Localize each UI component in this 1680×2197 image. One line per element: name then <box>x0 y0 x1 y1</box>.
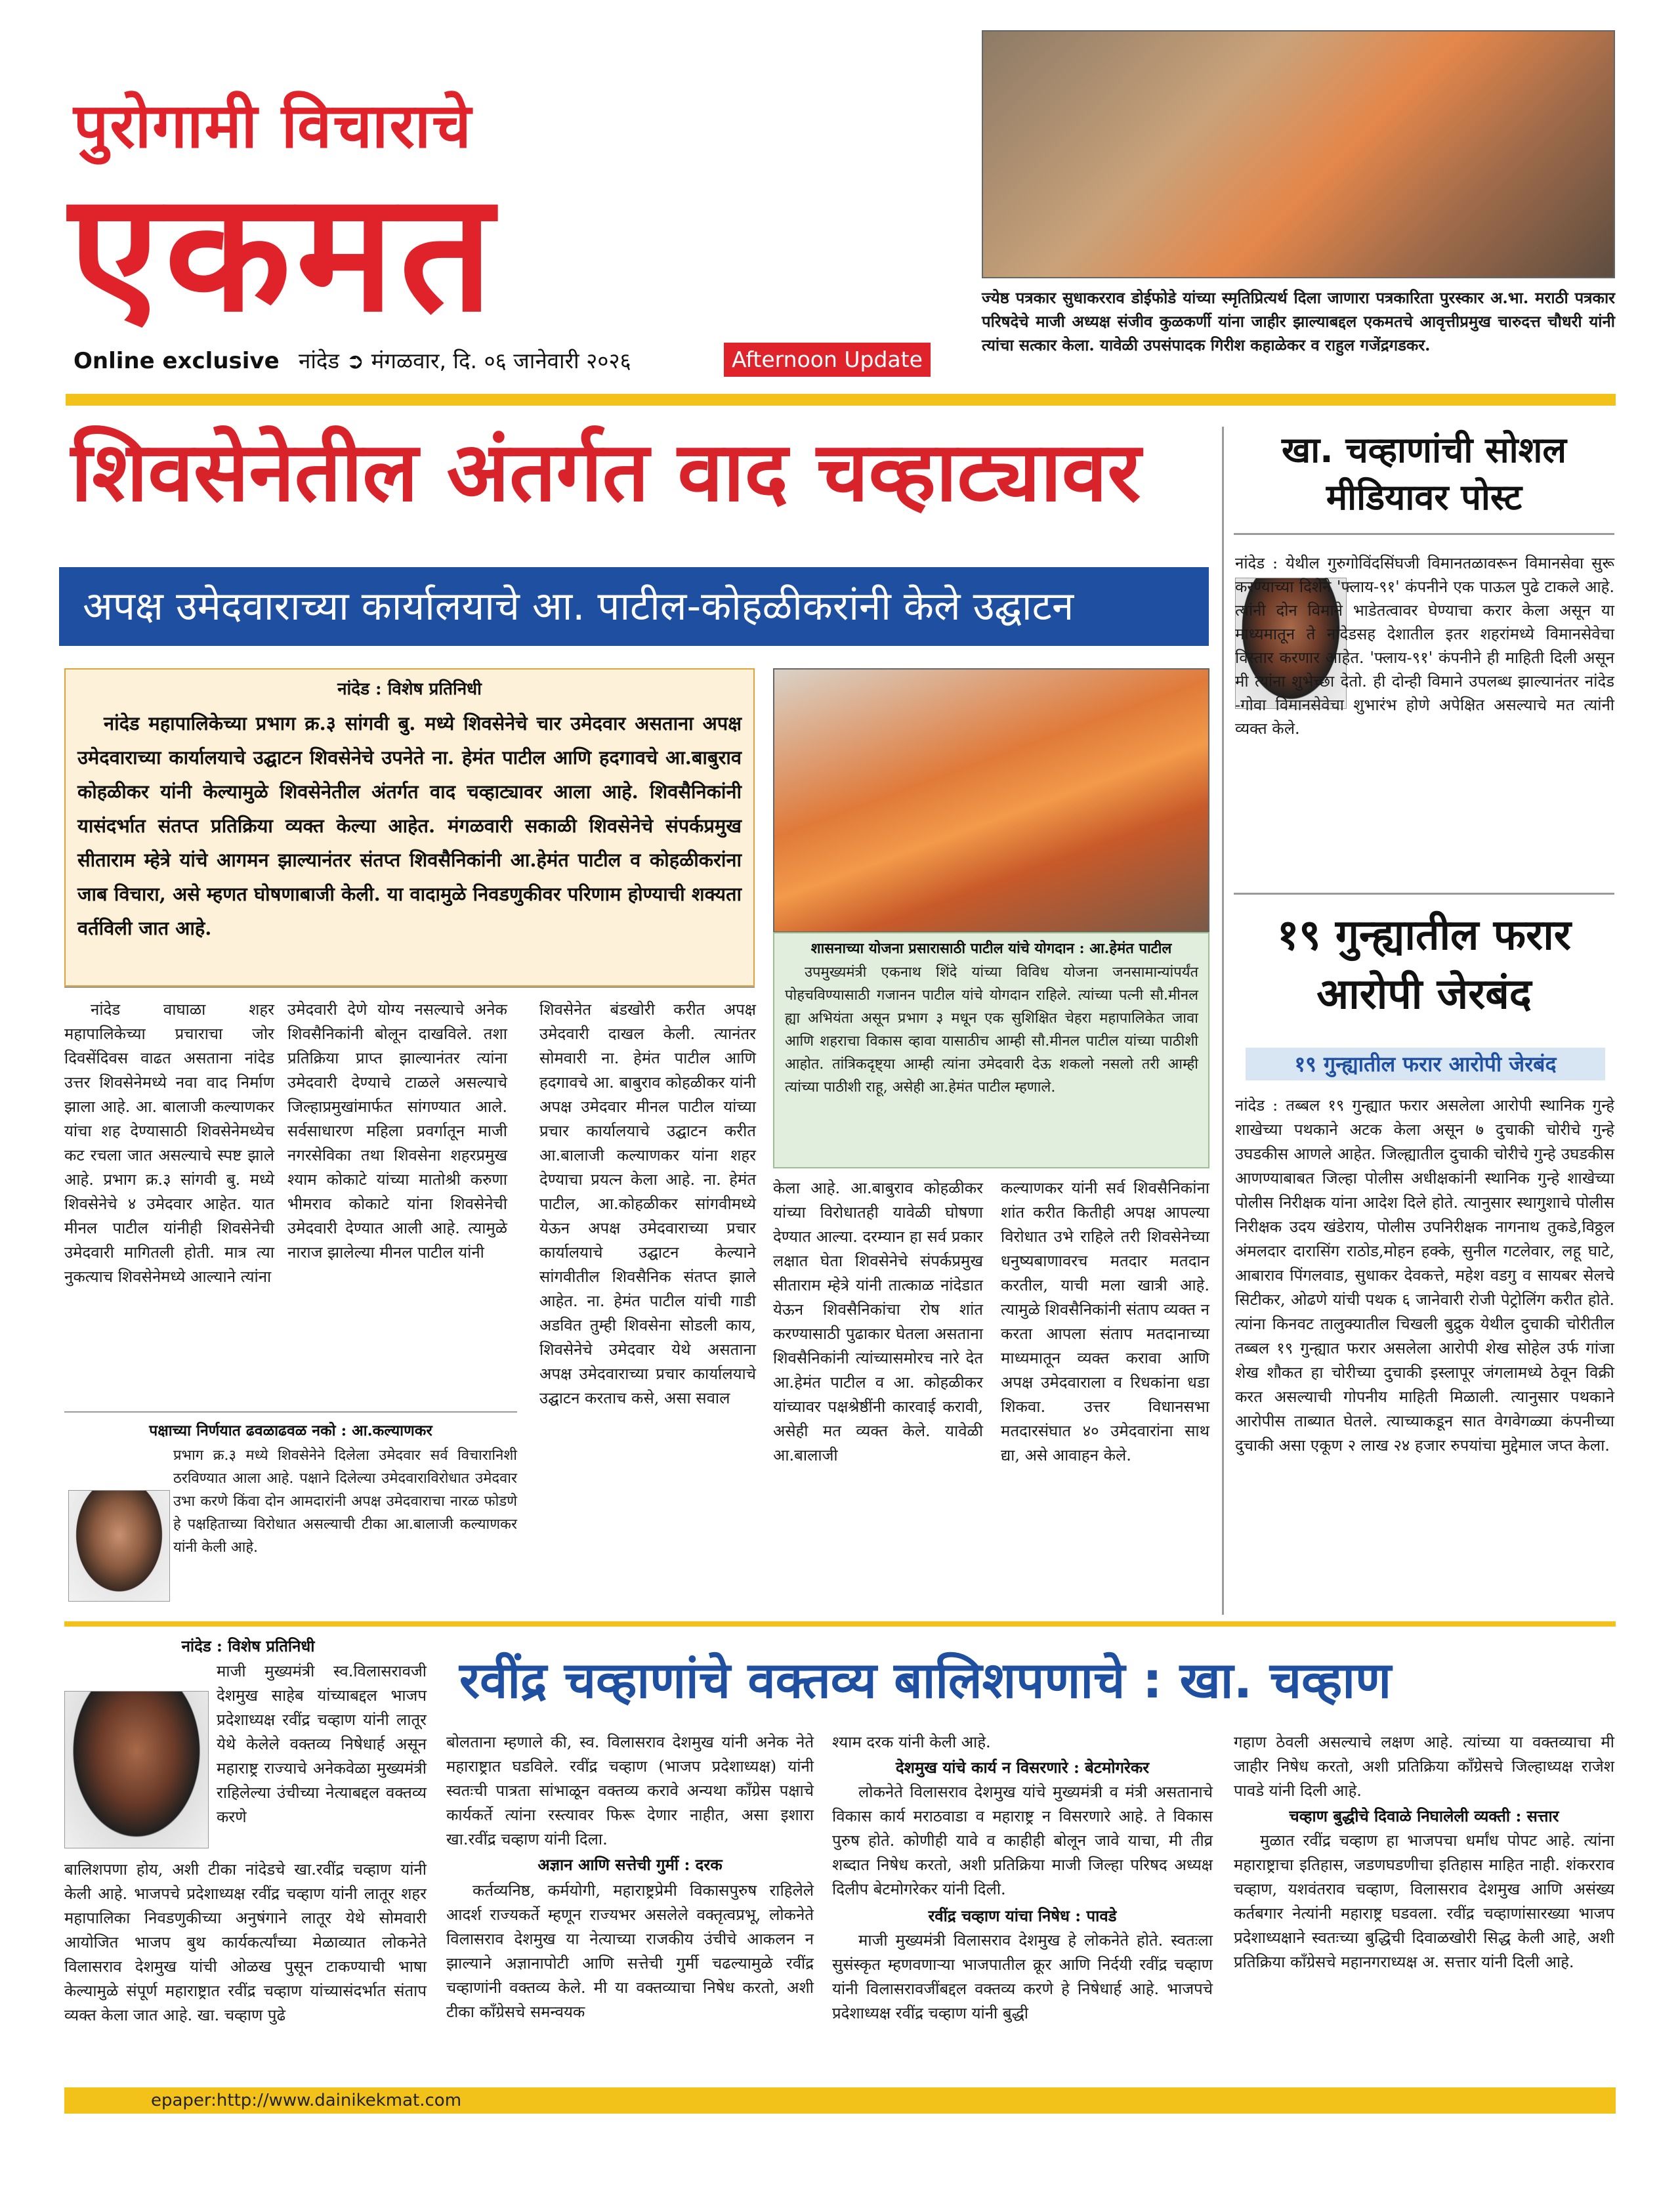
bottom-story-divider <box>64 1621 1616 1627</box>
bottom-headline: रवींद्र चव्हाणांचे वक्तव्य बालिशपणाचे : खा. चव्हाण <box>459 1651 1392 1709</box>
bottom-col1-bottom: बालिशपणा होय, अशी टीका नांदेडचे खा.रवींद्र चव्हाण यांनी केली आहे. भाजपचे प्रदेशाध्यक्ष रवींद्र चव्हाण यांनी लातूर शहर महापालिका निवडणुकीच्या अनुषंगाने लातूर येथे सोमवारी आयोजित भाजप बुथ कार्यकर्त्यांच्या मेळाव्यात लोकनेते विलासराव देशमुख यांची ओळख पुसून टाकण्याची भाषा केल्यामुळे संपूर्ण महाराष्ट्रात रवींद्र चव्हाण यांच्यासंदर्भात संताप व्यक्त केला जात आहे. खा. चव्हाण पुढे <box>64 1860 427 2024</box>
bottom-col1-top: माजी मुख्यमंत्री स्व.विलासरावजी देशमुख साहेब यांच्याबद्दल भाजप प्रदेशाध्यक्ष रवींद्र चव्हाण यांनी लातूर येथे केलेले वक्तव्य निषेधार्ह असून महाराष्ट्र राज्याचे अनेकवेळा मुख्यमंत्री राहिलेल्या उंचीच्या नेत्याबद्दल वक्तव्य करणे <box>217 1662 427 1826</box>
top-photo-caption: ज्येष्ठ पत्रकार सुधाकरराव डोईफोडे यांच्या स्मृतिप्रित्यर्थ दिला जाणारा पत्रकारिता पुरस्कार अ.भा. मराठी पत्रकार परिषदेचे माजी अध्यक्ष संजीव कुळकर्णी यांना जाहीर झाल्याबद्दल एकमतचे आवृत्तीप्रमुख चारुदत्त चौधरी यांनी त्यांचा सत्कार केला. यावेळी उपसंपादक गिरीश कहाळेकर व राहुल गजेंद्रगडकर. <box>982 288 1615 354</box>
bottom-byline: नांदेड : विशेष प्रतिनिधी <box>181 1636 315 1655</box>
deshmukh-portrait <box>64 1691 209 1848</box>
right-story-1-text: नांदेड : येथील गुरुगोविंदसिंघजी विमानतळावरून विमानसेवा सुरू करण्याच्या दिशेने 'फ्लाय-९१' कंपनीने एक पाऊल पुढे टाकले आहे. त्यांनी दोन विमाने भाडेतत्वावर घेण्याचा करार केला असून या माध्यमातून ते नांदेडसह देशातील इतर शहरांमध्ये विमानसेवेचा विस्तार करणार आहेत. 'फ्लाय-९१' कंपनीने ही माहिती दिली असून मी त्यांना शुभेच्छा देतो. ही दोन्ही विमाने उपलब्ध झाल्यानंतर नांदेड -गोवा विमानसेवेचा शुभारंभ होणे अपेक्षित असल्याचे मत त्यांनी व्यक्त केले. <box>1235 554 1614 738</box>
lead-subheadline: अपक्ष उमेदवाराच्या कार्यालयाचे आ. पाटील-कोहळीकरांनी केले उद्घाटन <box>59 567 1209 646</box>
column-divider <box>1222 427 1224 1615</box>
masthead-title: एकमत <box>69 157 499 348</box>
footer-epaper-link[interactable]: epaper:http://www.dainikekmat.com <box>151 2091 462 2110</box>
right-story-1-headline: खा. चव्हाणांची सोशल मीडियावर पोस्ट <box>1282 429 1566 518</box>
dateline: नांदेड ➲ मंगळवार, दि. ०६ जानेवारी २०२६ <box>299 348 631 373</box>
bottom-col4-a: गहाण ठेवली असल्याचे लक्षण आहे. त्यांच्या या वक्तव्याचा मी जाहीर निषेध करतो, अशी प्रतिक्रिया काँग्रेसचे जिल्हाध्यक्ष राजेश पावडे यांनी दिली आहे. <box>1234 1733 1614 1800</box>
photo-box-text: उपमुख्यमंत्री एकनाथ शिंदे यांच्या विविध योजना जनसामान्यांपर्यंत पोहचविण्यासाठी गजानन पाटील यांचे योगदान राहिले. त्यांच्या पत्नी सौ.मीनल ह्या अभियंता असून प्रभाग ३ मधून एक सुशिक्षित चेहरा महापालिकेत जावा आणि शहराचा विकास व्हावा यासाठीच आम्ही सौ.मीनल पाटील यांच्या पाठीशी आहोत. तांत्रिकदृष्ट्या आम्ही त्यांना उमेदवारी देऊ शकलो नसलो तरी आम्ही त्यांच्या पाठीशी राहू, असेही आ.हेमंत पाटील म्हणाले. <box>785 964 1198 1096</box>
lead-column-2: उमेदवारी देणे योग्य नसल्याचे अनेक शिवसैनिकांनी बोलून दाखविले. तशा प्रतिक्रिया प्राप्त झाल्यानंतर त्यांना उमेदवारी देण्याचे टाळले असल्याचे जिल्हाप्रमुखांमार्फत सांगण्यात आले. सर्वसाधारण महिला प्रवर्गातून माजी नगरसेविका तथा शिवसेना शहरप्रमुख श्याम कोकाटे यांच्या मातोश्री करुणा भीमराव कोकाटे यांना शिवसेनेची उमेदवारी देण्यात आली आहे. त्यामुळे नाराज झालेल्या मीनल पाटील यांनी <box>287 1000 507 1262</box>
lead-column-1: नांदेड वाघाळा शहर महापालिकेच्या प्रचाराचा जोर दिवसेंदिवस वाढत असताना नांदेड उत्तर शिवसेनेमध्ये नवा वाद निर्माण झाला आहे. आ. बालाजी कल्याणकर यांचा शह देण्यासाठी शिवसेनेमध्येच कट रचला जात असल्याचे स्पष्ट झाले आहे. प्रभाग क्र.३ सांगवी बु. मध्ये शिवसेनेचे ४ उमेदवार आहेत. यात मीनल पाटील यांनीही शिवसेनेची उमेदवारी मागितली होती. मात्र त्या नुकत्याच शिवसेनेमध्ये आल्याने त्यांना <box>64 1000 274 1286</box>
bottom-col3-a: श्याम दरक यांनी केली आहे. <box>832 1733 991 1751</box>
lead-columns-rule <box>64 987 755 988</box>
online-exclusive-label: Online exclusive <box>74 348 280 374</box>
lead-intro: नांदेड महापालिकेच्या प्रभाग क्र.३ सांगवी बु. मध्ये शिवसेनेचे चार उमेदवार असताना अपक्ष उमेदवाराच्या कार्यालयाचे उद्घाटन शिवसेनेचे उपनेते ना. हेमंत पाटील आणि हदगावचे आ.बाबुराव कोहळीकर यांनी केल्यामुळे शिवसेनेतील अंतर्गत वाद चव्हाट्यावर आला आहे. शिवसैनिकांनी यासंदर्भात संतप्त प्रतिक्रिया व्यक्त केल्या आहेत. मंगळवारी सकाळी शिवसेनेचे संपर्कप्रमुख सीताराम म्हेत्रे यांचे आगमन झाल्यानंतर संतप्त शिवसैनिकांनी आ.हेमंत पाटील व कोहळीकरांना जाब विचारा, असे म्हणत घोषणाबाजी केली. या वादामुळे निवडणुकीवर परिणाम होण्याची शक्यता वर्तविली जात आहे. <box>77 712 742 939</box>
update-badge: Afternoon Update <box>724 343 931 377</box>
lead-column-5: कल्याणकर यांनी सर्व शिवसैनिकांना शांत करीत कितीही अपक्ष आपल्या विरोधात उभे राहिले तरी शिवसेनेच्या धनुष्यबाणावरच मतदार मतदान करतील, याची मला खात्री आहे. त्यामुळे शिवसैनिकांनी संताप व्यक्त न करता आपला संताप मतदानाच्या माध्यमातून व्यक्त करावा आणि अपक्ष उमेदवाराला व रिधकांना धडा शिकवा. उत्तर विधानसभा मतदारसंघात ४० उमेदवारांना साथ द्या, असे आवाहन केले. <box>1001 1179 1209 1464</box>
right-story-2-subheadline: १९ गुन्ह्यातील फरार आरोपी जेरबंद <box>1246 1048 1605 1080</box>
bottom-col3-c: माजी मुख्यमंत्री विलासराव देशमुख हे लोकनेते होते. स्वतःला सुसंस्कृत म्हणवणाऱ्या भाजपातील क्रूर आणि निर्दयी रवींद्र चव्हाण यांनी विलासरावजींबद्दल वक्तव्य करणे हे निषेधार्ह आहे. भाजपचे प्रदेशाध्यक्ष रवींद्र चव्हाण यांनी बुद्धी <box>832 1931 1213 2022</box>
photo-box-title: शासनाच्या योजना प्रसारासाठी पाटील यांचे योगदान : आ.हेमंत पाटील <box>810 940 1172 957</box>
right-story-1-rule <box>1234 533 1614 535</box>
masthead-divider <box>66 394 1616 406</box>
bottom-col2-sub: अज्ञान आणि सत्तेची गुर्मी : दरक <box>537 1855 723 1874</box>
inauguration-photo <box>773 668 1209 933</box>
bottom-col4-sub: चव्हाण बुद्धीचे दिवाळे निघालेली व्यक्ती : सत्तार <box>1289 1806 1559 1825</box>
bottom-col3-sub2: रवींद्र चव्हाण यांचा निषेध : पावडे <box>928 1906 1117 1925</box>
lead-byline: नांदेड : विशेष प्रतिनिधी <box>337 679 482 699</box>
bottom-col3-sub1: देशमुख यांचे कार्य न विसरणारे : बेटमोगरेकर <box>895 1758 1150 1777</box>
lead-column-3: शिवसेनेत बंडखोरी करीत अपक्ष उमेदवारी दाखल केली. त्यानंतर सोमवारी ना. हेमंत पाटील आणि हदगावचे आ. बाबुराव कोहळीकर यांनी अपक्ष उमेदवार मीनल पाटील यांच्या प्रचार कार्यालयाचे उद्घाटन करीत आ.बालाजी कल्याणकर यांना शहर देण्याचा प्रयत्न केला आहे. ना. हेमंत पाटील, आ.कोहळीकर सांगवीमध्ये येऊन अपक्ष उमेदवाराच्या प्रचार कार्यालयाचे उद्घाटन केल्याने सांगवीतील शिवसैनिक संतप्त झाले आहेत. ना. हेमंत पाटील यांची गाडी अडवित तुम्ही शिवसेना सोडली काय, शिवसेनेचे उमेदवार येथे असताना अपक्ष उमेदवाराच्या प्रचार कार्यालयाचे उद्घाटन करताच कसे, असा सवाल <box>539 1000 756 1407</box>
side-box-text: प्रभाग क्र.३ मध्ये शिवसेनेने दिलेला उमेदवार सर्व विचारानिशी ठरविण्यात आला आहे. पक्षाने दिलेल्या उमेदवाराविरोधात उमेदवार उभा करणे किंवा दोन आमदारांनी अपक्ष उमेदवाराचा नारळ फोडणे हे पक्षहिताच्या विरोधात असल्याची टीका आ.बालाजी कल्याणकर यांनी केली आहे. <box>173 1447 517 1556</box>
side-box-title: पक्षाच्या निर्णयात ढवळाढवळ नको : आ.कल्याणकर <box>149 1422 432 1440</box>
bottom-col3-b: लोकनेते विलासराव देशमुख यांचे मुख्यमंत्री व मंत्री असतानाचे विकास कार्य मराठवाडा व महाराष्ट्र न विसरणारे आहे. ते विकास पुरुष होते. कोणीही यावे व काहीही बोलून जावे याचा, मी तीव्र शब्दात निषेध करतो, अशी प्रतिक्रिया माजी जिल्हा परिषद अध्यक्ष दिलीप बेटमोगरेकर यांनी दिली. <box>832 1783 1213 1898</box>
right-story-2-headline: १९ गुन्ह्यातील फरार आरोपी जेरबंद <box>1277 911 1571 1019</box>
lead-headline: शिवसेनेतील अंतर्गत वाद चव्हाट्यावर <box>71 425 1141 520</box>
felicitation-photo <box>982 30 1615 278</box>
bottom-col4-b: मुळात रवींद्र चव्हाण हा भाजपचा धर्मांध पोपट आहे. त्यांना महाराष्ट्राचा इतिहास, जडणघडणीचा इतिहास माहित नाही. शंकरराव चव्हाण, यशवंतराव चव्हाण, विलासराव देशमुख आणि असंख्य कर्तबगार नेत्यांनी महाराष्ट्र घडवला. रवींद्र चव्हाणांसारख्या भाजप प्रदेशाध्यक्षाने स्वतःच्या बुद्धिची दिवाळखोरी सिद्ध केली आहे, अशी प्रतिक्रिया काँग्रेसचे महानगराध्यक्ष अ. सत्तार यांनी दिली आहे. <box>1234 1831 1614 1971</box>
masthead-tagline: पुरोगामी विचाराचे <box>74 91 472 162</box>
lead-column-4: केला आहे. आ.बाबुराव कोहळीकर यांच्या विरोधातही यावेळी घोषणा देण्यात आल्या. दरम्यान हा सर्व प्रकार लक्षात घेता शिवसेनेचे संपर्कप्रमुख सीताराम म्हेत्रे यांनी तात्काळ नांदेडात येऊन शिवसैनिकांचा रोष शांत करण्यासाठी पुढाकार घेतला असताना शिवसैनिकांनी त्यांच्यासमोरच नारे देत आ.हेमंत पाटील व आ. कोहळीकर यांच्यावर पक्षश्रेष्ठींनी कारवाई करावी, असेही मत व्यक्त केले. यावेळी आ.बालाजी <box>773 1179 983 1464</box>
side-box-rule <box>64 1411 517 1413</box>
right-story-2-text: नांदेड : तब्बल १९ गुन्ह्यात फरार असलेला आरोपी स्थानिक गुन्हे शाखेच्या पथकाने अटक केला असून ७ दुचाकी चोरीचे गुन्हे उघडकीस आणले आहेत. जिल्ह्यातील दुचाकी चोरीचे गुन्हे उघडकीस आणण्याबाबत जिल्हा पोलीस अधीक्षकांनी स्थानिक गुन्हे शाखेच्या पोलीस निरीक्षक यांना आदेश दिले होते. त्यानुसार स्थागुशाचे पोलीस निरीक्षक उदय खंडेराय, पोलीस उपनिरीक्षक नागनाथ तुकडे,विठ्ठल अंमलदार दारासिंग राठोड,मोहन हक्के, सुनील गटलेवार, लहू घाटे, आबाराव पिंगलवाड, सुधाकर देवकत्ते, महेश वडगु व सायबर सेलचे सिटीकर, ओढणे यांची पथक ६ जानेवारी रोजी पेट्रोलिंग करीत होते. त्यांना किनवट तालुक्यातील चिखली बुद्रुक येथील दुचाकी चोरीतील तब्बल १९ गुन्ह्यात फरार असलेला आरोपी शेख सोहेल उर्फ गांजा शेख शौकत हा चोरीच्या दुचाकी इस्लापूर जंगलामध्ये ठेवून विक्री करत असल्याची गोपनीय माहिती मिळाली. त्यानुसार पथकाने आरोपीस ताब्यात घेतले. त्याच्याकडून सात वेगवेगळ्या कंपनीच्या दुचाकी असा एकूण २ लाख २४ हजार रुपयांचा मुद्देमाल जप्त केला. <box>1235 1096 1614 1455</box>
bottom-col2-b: कर्तव्यनिष्ठ, कर्मयोगी, महाराष्ट्रप्रेमी विकासपुरुष राहिलेले आदर्श राज्यकर्ते म्हणून राज्यभर असलेले वक्तृत्वप्रभू, लोकनेते विलासराव देशमुख या नेत्याच्या राजकीय उंचीचे आकलन न झाल्याने अज्ञानापोटी आणि सत्तेची गुर्मी चढल्यामुळे रवींद्र चव्हाणांनी वक्तव्य केले. मी या वक्तव्याचा निषेध करतो, अशी टीका काँग्रेसचे समन्वयक <box>446 1881 814 2021</box>
right-story-1-end-rule <box>1234 893 1614 895</box>
bottom-col2-a: बोलताना म्हणाले की, स्व. विलासराव देशमुख यांनी अनेक नेते महाराष्ट्रात घडविले. रवींद्र चव्हाण (भाजप प्रदेशाध्यक्ष) यांनी स्वतःची पात्रता सांभाळून वक्तव्य करावे अन्यथा काँग्रेस पक्षाचे कार्यकर्ते त्यांना रस्त्यावर फिरू देणार नाहीत, असा इशारा खा.रवींद्र चव्हाण यांनी दिला. <box>446 1733 814 1848</box>
